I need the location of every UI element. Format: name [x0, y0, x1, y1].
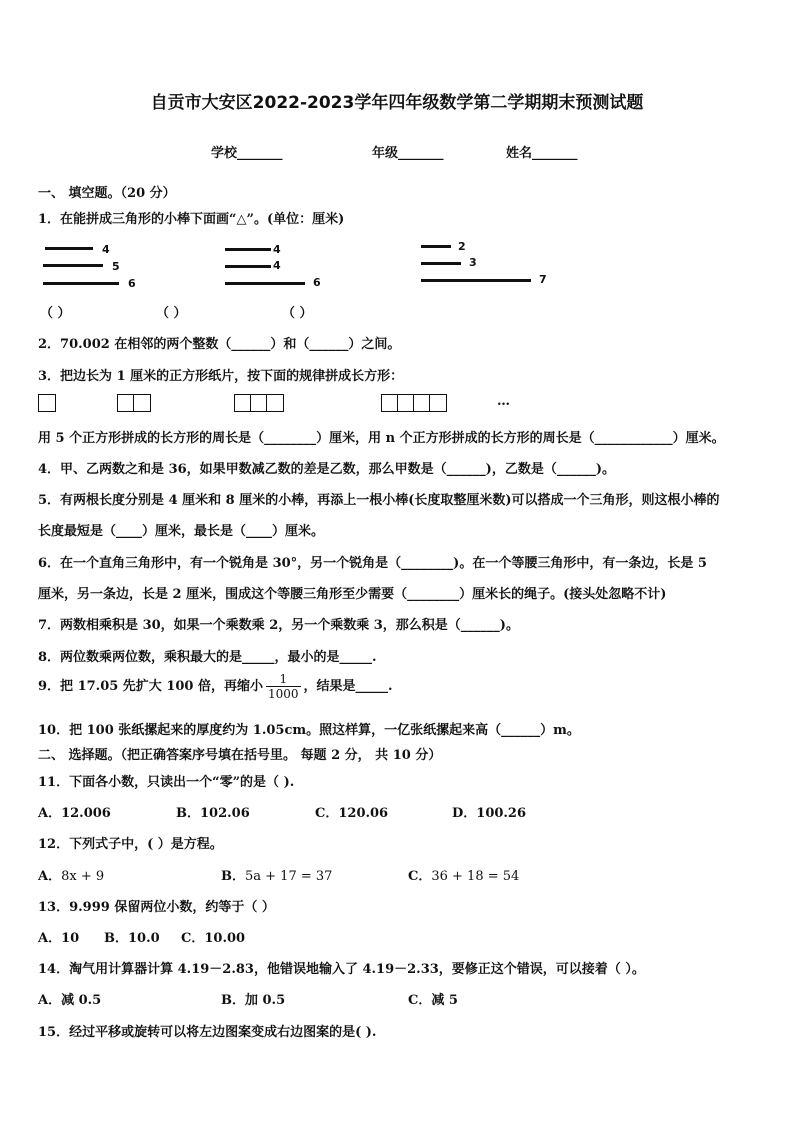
answer-blank: （ ）: [40, 306, 71, 321]
name-field: 姓名_______: [506, 146, 578, 161]
option-label: B．: [221, 869, 245, 884]
stick: [225, 265, 271, 268]
question-8: 8．两位数乘两位数，乘积最大的是_____，最小的是_____.: [38, 650, 377, 665]
stick: [421, 279, 531, 282]
question-9-after: ，结果是_____.: [303, 679, 393, 694]
square-row-3: [234, 394, 284, 412]
question-4: 4．甲、乙两数之和是 36，如果甲数减乙数的差是乙数，那么甲数是（______)，乙数是（______)。: [38, 462, 615, 477]
answer-blank: （ ）: [282, 306, 313, 321]
ellipsis: …: [497, 394, 510, 409]
option-b: [221, 865, 332, 884]
stick: [45, 247, 93, 250]
question-1: 1．在能拼成三角形的小棒下面画“△”。(单位：厘米): [38, 212, 345, 227]
option-label: A．: [38, 869, 62, 884]
stick-label: 6: [128, 277, 136, 290]
stick: [43, 282, 119, 285]
stick: [225, 248, 271, 251]
question-2: 2．70.002 在相邻的两个整数（______）和（______）之间。: [38, 337, 401, 352]
question-10: 10．把 100 张纸摞起来的厚度约为 1.05cm。照这样算，一亿张纸摞起来高（______）m。: [38, 723, 580, 738]
stick-label: 4: [273, 243, 281, 256]
option-label: C．: [408, 869, 432, 884]
stick-label: 7: [539, 273, 547, 286]
question-9-before: 9．把 17.05 先扩大 100 倍，再缩小: [38, 679, 263, 694]
option-c: C．10.00: [181, 931, 246, 946]
page-title: 自贡市大安区2022-2023学年四年级数学第二学期期末预测试题: [150, 93, 644, 113]
option-a: [38, 865, 104, 884]
option-c: C．减 5: [408, 993, 458, 1008]
option-b: B．10.0: [104, 931, 160, 946]
stick: [225, 282, 305, 285]
section-2-heading: 二、 选择题。（把正确答案序号填在括号里。 每题 2 分， 共 10 分）: [38, 748, 442, 763]
question-3-line-2: 用 5 个正方形拼成的长方形的周长是（________）厘米，用 n 个正方形拼成的长方形的周长是（____________）厘米。: [38, 431, 725, 446]
stick-label: 6: [313, 276, 321, 289]
stick-label: 3: [469, 256, 477, 269]
question-5: 5．有两根长度分别是 4 厘米和 8 厘米的小棒，再添上一根小棒(长度取整厘米数)可以搭成一个三角形，则这根小棒的: [38, 493, 720, 508]
stick-label: 4: [102, 243, 110, 256]
stick-label: 4: [273, 259, 281, 272]
square-row-2: [117, 394, 151, 412]
fraction-denominator: 1000: [268, 687, 299, 701]
option-math: 5a + 17 = 37: [245, 869, 333, 884]
option-b: B．102.06: [176, 806, 250, 821]
option-c: [408, 865, 519, 884]
square-row-4: [381, 394, 447, 412]
question-6: 6．在一个直角三角形中，有一个锐角是 30°，另一个锐角是（________)。在一个等腰三角形中，有一条边，长是 5: [38, 556, 707, 571]
school-field: 学校_______: [211, 146, 283, 161]
option-d: D．100.26: [452, 806, 527, 821]
question-7: 7．两数相乘积是 30，如果一个乘数乘 2，另一个乘数乘 3，那么积是（______)。: [38, 618, 519, 633]
option-a: A．12.006: [38, 806, 111, 821]
option-c: C．120.06: [315, 806, 389, 821]
question-14: 14．淘气用计算器计算 4.19－2.83，他错误地输入了 4.19－2.33，要修正这个错误，可以接着（ ）。: [38, 962, 645, 977]
stick: [421, 262, 461, 265]
option-a: A．10: [38, 931, 80, 946]
stick: [421, 245, 451, 248]
option-math: 36 + 18 = 54: [431, 869, 520, 884]
section-1-heading: 一、 填空题。（20 分）: [38, 186, 176, 201]
fraction: [266, 672, 301, 701]
option-a: A．减 0.5: [38, 993, 102, 1008]
question-5-line-2: 长度最短是（____）厘米，最长是（____）厘米。: [38, 524, 325, 539]
fraction-numerator: 1: [266, 672, 301, 687]
stick-label: 5: [112, 260, 120, 273]
question-13: 13．9.999 保留两位小数，约等于（ ）: [38, 900, 275, 915]
option-b: B．加 0.5: [221, 993, 286, 1008]
stick: [43, 264, 103, 267]
answer-blank: （ ）: [156, 306, 187, 321]
question-11: 11．下面各小数，只读出一个“零”的是（ ).: [38, 775, 295, 790]
question-12: 12．下列式子中，( ）是方程。: [38, 837, 223, 852]
square-row-1: [38, 394, 56, 412]
question-3: 3．把边长为 1 厘米的正方形纸片，按下面的规律拼成长方形：: [38, 369, 404, 384]
question-6-line-2: 厘米，另一条边，长是 2 厘米，围成这个等腰三角形至少需要（________）厘米长的绳子。(接头处忽略不计): [38, 587, 667, 602]
stick-label: 2: [458, 240, 466, 253]
question-9: [38, 672, 393, 702]
question-15: 15．经过平移或旋转可以将左边图案变成右边图案的是( ).: [38, 1025, 377, 1040]
grade-field: 年级_______: [372, 146, 444, 161]
option-math: 8x + 9: [61, 869, 105, 884]
